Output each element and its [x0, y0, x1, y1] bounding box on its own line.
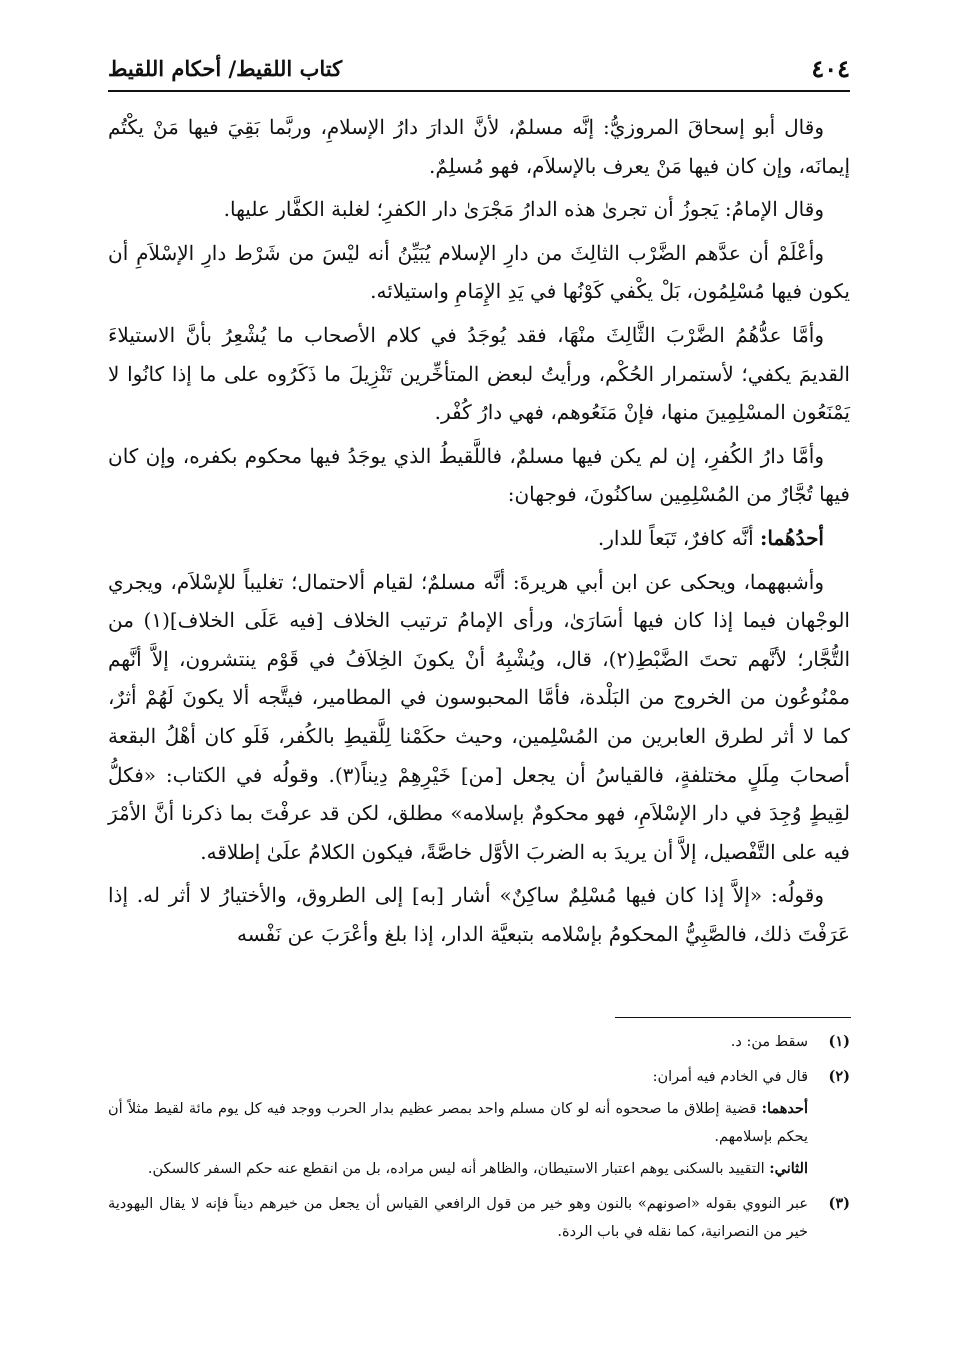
footnote-number: (١) [828, 1033, 850, 1050]
paragraph: وقال الإمامُ: يَجوزُ أن تجرىٰ هذه الدارُ مَجْرَىٰ دار الكفرِ؛ لغلبة الكفَّار عليها. [223, 197, 824, 222]
paragraph: وأمَّا دارُ الكُفرِ، إن لم يكن فيها مسلمٌ، فاللَّقيطُ الذي يوجَدُ فيها محكوم بكفره، وإن كان فيها تُجَّارٌ من المُسْلِمِين ساكنُونَ، فوجهان: [108, 443, 850, 507]
page-number: ٤٠٤ [811, 54, 850, 83]
footnote-subitem-lead: أحدهما: [761, 1100, 808, 1117]
footnote-subitem-lead: الثاني: [769, 1160, 808, 1177]
running-title: كتاب اللقيط/ أحكام اللقيط [108, 56, 343, 81]
main-text [108, 108, 850, 958]
footnote-number: (٣) [828, 1195, 850, 1212]
footnote-text: سقط من: د. [730, 1034, 808, 1050]
paragraph-lead: أحدُهُما: [759, 525, 824, 550]
paragraph: وأعْلَمْ أن عدَّهم الضَّرْب الثالِثَ من دارِ الإسلام يُبَيِّنُ أنه ليْسَ من شَرْط دارِ الإسْلاَمِ أن يكون فيها مُسْلِمُون، بَلْ يكْفي كَوْنُها في يَدِ الإِمَامِ واستيلائه. [108, 240, 850, 304]
footnotes [108, 1028, 850, 1253]
footnote-text: قال في الخادم فيه أمران: [652, 1069, 808, 1085]
paragraph: وأمَّا عدُّهُمُ الضَّرْبَ الثَّالِثَ منْهَا، فقد يُوجَدُ في كلام الأصحاب ما يُشْعِرُ بأنَّ الاستيلاءَ القديمَ يكفي؛ لأستمرار الحُكْم، ورأيتُ لبعض المتأخِّرين تَنْزِيلَ ما ذَكَرُوه على ما إذا كانُوا لا يَمْنَعُون المسْلِمِينَ منها، فإنْ مَنَعُوهم، فهي دارُ كُفْر. [108, 322, 850, 425]
footnote-separator [615, 1017, 851, 1018]
footnote-subitem-text: التقييد بالسكنى يوهم اعتبار الاستيطان، والظاهر أنه ليس مراده، بل من انقطع عنه حكم السفر كالسكن. [147, 1161, 770, 1177]
footnote-subitem-text: قضية إطلاق ما صححوه أنه لو كان مسلم واحد بمصر عظيم بدار الحرب ووجد فيه كل يوم مائة لقيط مثلاً أن يحكم بإسلامهم. [108, 1101, 808, 1145]
footnote-number: (٢) [828, 1068, 850, 1085]
paragraph: وأشبههما، ويحكى عن ابن أبي هريرةَ: أنَّه مسلمٌ؛ لقيام ألاحتمال؛ تغليباً للإسْلاَم، ويجري الوجْهان فيما إذا كان فيها أسَارَىٰ، ورأى الإمامُ ترتيب الخلاف [فيه عَلَى الخلاف](١) من التُّجَّار؛ لأنَّهم تحتَ الضَّبْطِ(٢)، قال، ويُشْبِهُ أنْ يكونَ الخِلاَفُ في قَوْم ينتشرون، إلاَّ أنَّهم ممْنُوعُون من الخروج من البَلْدة، فأمَّا المحبوسون في المطامير، فيتَّجه ألا يكونَ لَهُمْ أثرٌ، كما لا أثر لطرق العابرين من المُسْلِمين، وحيث حكَمْنا لِلَّقيطِ بالكُفر، فَلَو كان أهْلُ البقعة أصحابَ مِلَلٍ مختلفةٍ، فالقياسُ أن يجعل [من] خَيْرِهِمْ دِيناً(٣). وقولُه في الكتاب: «فكلُّ لقِيطٍ وُجِدَ في دار الإسْلاَمِ، فهو محكومٌ بإسلامه» مطلق، لكن قد عرفْتَ بما ذكرنا أنَّ الأمْرَ فيه على التَّفْصيل، إلاَّ أن يريدَ به الضربَ الأوَّل خاصَّةً، فيكون الكلامُ علَىٰ إطلاقه. [108, 569, 850, 864]
footnote [108, 1028, 850, 1060]
footnote-subitem [108, 1155, 808, 1183]
footnote-text: عبر النووي بقوله «اصونهم» بالنون وهو خير من قول الرافعي القياس أن يجعل من خيرهم ديناً فإنه لا يقال اليهودية خير من النصرانية، كما نقله في باب الردة. [108, 1196, 808, 1240]
paragraph: وقولُه: «إلاَّ إذا كان فيها مُسْلِمٌ ساكِنٌ» أشار [به] إلى الطروق، والأختيارُ لا أثر له. إذا عَرَفْتَ ذلك، فالصَّبِيُّ المحكومُ بإسْلامه بتبعيَّة الدار، إذا بلغ وأعْرَبَ عن نَفْسه [108, 883, 850, 946]
footnote [108, 1063, 850, 1187]
footnote-subitem [108, 1095, 808, 1151]
paragraph: وقال أبو إسحاقَ المروزيُّ: إنَّه مسلمٌ، لأنَّ الدارَ دارُ الإسلامِ، وربَّما بَقِيَ فيها مَنْ يكْتُم إيمانَه، وإن كان فيها مَنْ يعرف بالإسلاَم، فهو مُسلِمٌ. [108, 115, 850, 178]
page-header [108, 50, 850, 92]
paragraph-text: أنَّه كافرٌ، تَبَعاً للدار. [597, 525, 760, 550]
paragraph [108, 519, 850, 558]
footnote [108, 1190, 850, 1250]
